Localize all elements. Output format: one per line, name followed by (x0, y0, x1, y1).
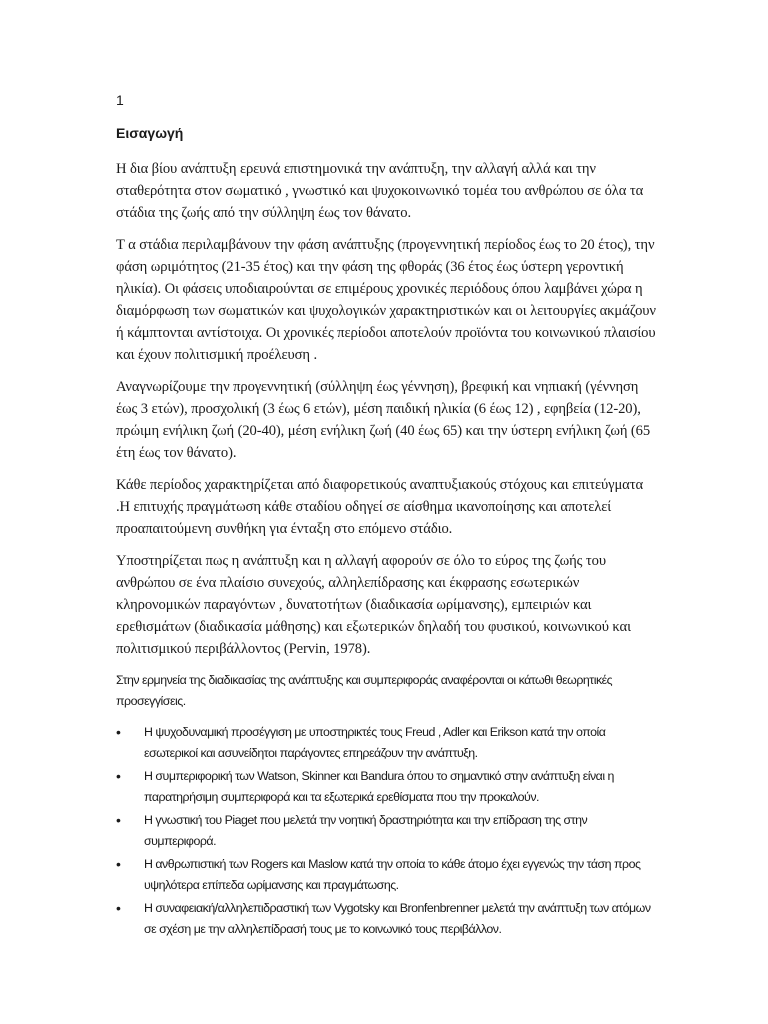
list-item-text: Η ανθρωπιστική των Rogers και Maslow κατά την οποία το κάθε άτομο έχει εγγενώς την τάση προς υψηλότερα επίπεδα ωρίμανσης και πραγμάτωσης. (144, 857, 641, 892)
bullet-icon: • (116, 724, 121, 740)
page-number: 1 (116, 92, 124, 108)
approaches-intro: Στην ερμηνεία της διαδικασίας της ανάπτυξης και συμπεριφοράς αναφέρονται οι κάτωθι θεωρητικές προσεγγίσεις. (116, 673, 613, 708)
paragraph-stages: Τ α στάδια περιλαμβάνουν την φάση ανάπτυξης (προγεννητική περίοδος έως το 20 έτος), την φάση ωριμότητος (21-35 έτος) και την φάση της φθοράς (36 έτος έως ύστερη γεροντική ηλικία). Οι φάσεις υποδιαιρούνται σε επιμέρους χρονικές περιόδους όπου λαμβάνει χώρα η διαμόρφωση των σωματικών και ψυχολογικών χαρακτηριστικών και οι λειτουργίες ακμάζουν ή κάμπτονται αντίστοιχα. Οι χρονικές περίοδοι αποτελούν προϊόντα του κοινωνικού πλαισίου και έχουν πολιτισμική προέλευση . (116, 237, 656, 363)
list-item-humanistic (116, 854, 656, 896)
approaches-list (116, 722, 656, 940)
list-item-behavioral (116, 766, 656, 808)
bullet-icon: • (116, 856, 121, 872)
bullet-icon: • (116, 812, 121, 828)
list-item-text: Η συμπεριφορική των Watson, Skinner και Bandura όπου το σημαντικό στην ανάπτυξη είναι η παρατηρήσιμη συμπεριφορά και τα εξωτερικά ερεθίσματα που την προκαλούν. (144, 769, 614, 804)
section-heading: Εισαγωγή (116, 125, 184, 141)
bullet-icon: • (116, 900, 121, 916)
list-item-text: Η συναφειακή/αλληλεπιδραστική των Vygotsky και Bronfenbrenner μελετά την ανάπτυξη των ατόμων σε σχέση με την αλληλεπίδρασή τους με το κοινωνικό τους περιβάλλον. (144, 901, 651, 936)
list-item-text: Η γνωστική του Piaget που μελετά την νοητική δραστηριότητα και την επίδραση της στην συμπεριφορά. (144, 813, 588, 848)
document-page (116, 92, 656, 942)
list-item-text: Η ψυχοδυναμική προσέγγιση με υποστηρικτές τους Freud , Adler και Erikson κατά την οποία εσωτερικοί και ασυνείδητοι παράγοντες επηρεάζουν την ανάπτυξη. (144, 725, 606, 760)
bullet-icon: • (116, 768, 121, 784)
paragraph-goals: Κάθε περίοδος χαρακτηρίζεται από διαφορετικούς αναπτυξιακούς στόχους και επιτεύγματα .Η επιτυχής πραγμάτωση κάθε σταδίου οδηγεί σε αίσθημα ικανοποίησης και αποτελεί προαπαιτούμενη συνθήκη για ένταξη στο επόμενο στάδιο. (116, 477, 644, 537)
list-item-cognitive (116, 810, 656, 852)
list-item-psychodynamic (116, 722, 656, 764)
list-item-contextual (116, 898, 656, 940)
paragraph-development-change: Υποστηρίζεται πως η ανάπτυξη και η αλλαγή αφορούν σε όλο το εύρος της ζωής του ανθρώπου σε ένα πλαίσιο συνεχούς, αλληλεπίδρασης και έκφρασης εσωτερικών κληρονομικών παραγόντων , δυνατοτήτων (διαδικασία ωρίμανσης), εμπειριών και ερεθισμάτων (διαδικασία μάθησης) και εξωτερικών δηλαδή του φυσικού, κοινωνικού και πολιτισμικού περιβάλλοντος (Pervin, 1978). (116, 553, 631, 657)
paragraph-periods: Αναγνωρίζουμε την προγεννητική (σύλληψη έως γέννηση), βρεφική και νηπιακή (γέννηση έως 3 ετών), προσχολική (3 έως 6 ετών), μέση παιδική ηλικία (6 έως 12) , εφηβεία (12-20), πρώιμη ενήλικη ζωή (20-40), μέση ενήλικη ζωή (40 έως 65) και την ύστερη ενήλικη ζωή (65 έτη έως τον θάνατο). (116, 379, 651, 461)
paragraph-lifespan-definition: Η δια βίου ανάπτυξη ερευνά επιστημονικά την ανάπτυξη, την αλλαγή αλλά και την σταθερότητα στον σωματικό , γνωστικό και ψυχοκοινωνικό τομέα του ανθρώπου σε όλα τα στάδια της ζωής από την σύλληψη έως τον θάνατο. (116, 161, 644, 221)
